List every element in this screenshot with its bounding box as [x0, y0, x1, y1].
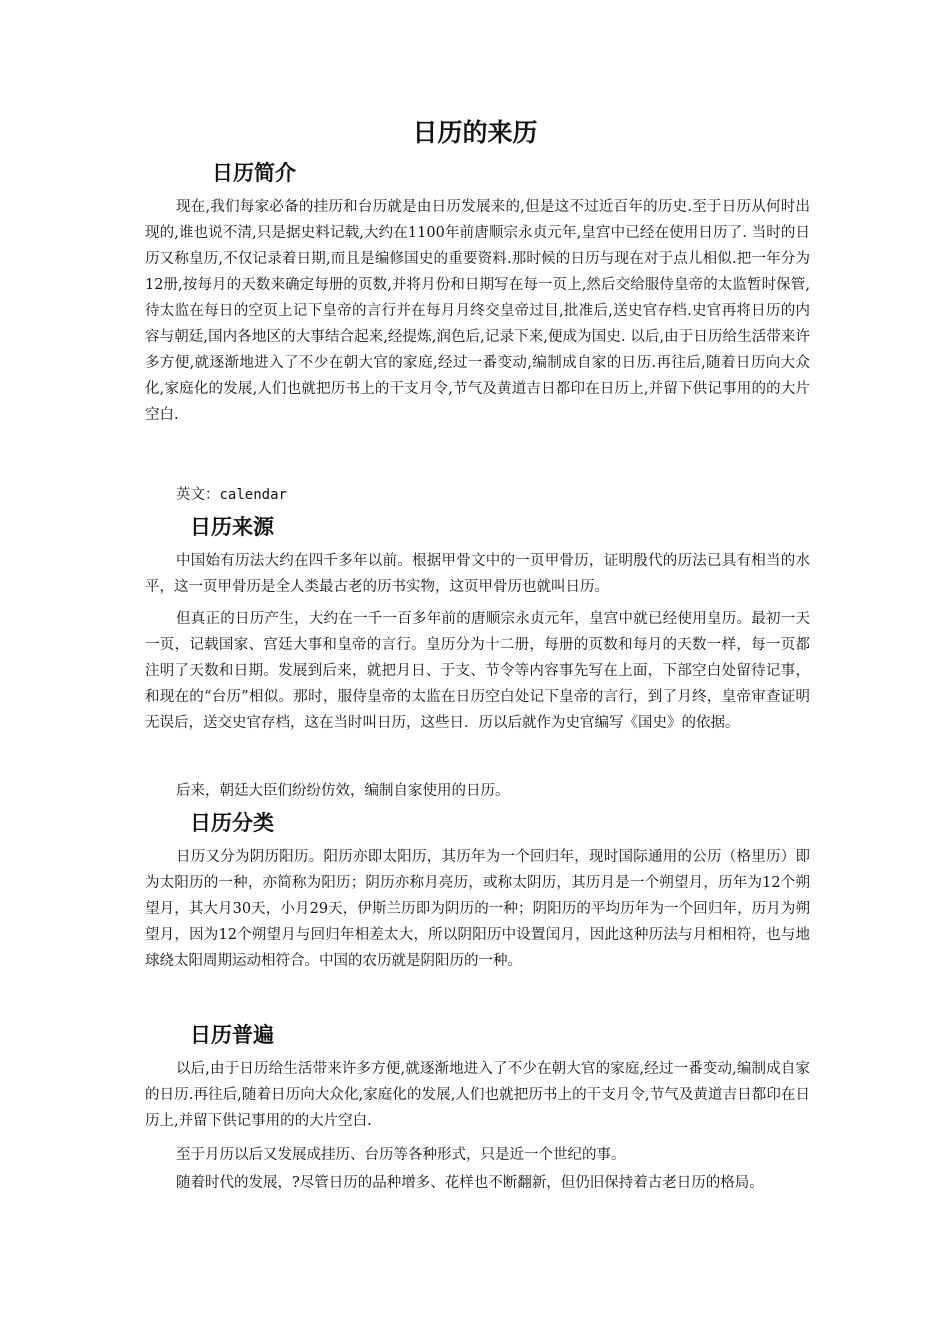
section-heading-origin: 日历来源: [190, 515, 274, 539]
paragraph-types-1: 日历又分为阴历阳历。阳历亦即太阳历，其历年为一个回归年，现时国际通用的公历（格里历）即为太阳历的一种，亦简称为阳历；阴历亦称月亮历，或称太阴历，其历月是一个朔望月，历年为12个朔望月，其大月30天，小月29天，伊斯兰历即为阴历的一种；阴阳历的平均历年为一个回归年，历月为朔望月，因为12个朔望月与回归年相差太大，所以阴阳历中设置闰月，因此这种历法与月相相符，也与地球绕太阳周期运动相符合。中国的农历就是阴阳历的一种。: [145, 849, 810, 969]
paragraph-spread-2: 至于月历以后又发展成挂历、台历等各种形式，只是近一个世纪的事。: [176, 1147, 626, 1163]
paragraph-origin-3: 后来，朝廷大臣们纷纷仿效，编制自家使用的日历。: [176, 783, 510, 799]
english-label: 英文：: [176, 487, 220, 503]
paragraph-intro-1: 现在,我们每家必备的挂历和台历就是由日历发展来的,但是这不过近百年的历史.至于日历从何时出现的,谁也说不清,只是据史料记载,大约在1100年前唐顺宗永贞元年,皇宫中已经在使用日历了. 当时的日历又称皇历,不仅记录着日期,而且是编修国史的重要资料.那时候的日历与现在对于点儿相似.把一年分为12册,按每月的天数来确定每册的页数,并将月份和日期写在每一页上,然后交给服侍皇帝的太监暂时保管,待太监在每日的空页上记下皇帝的言行并在每月月终交皇帝过目,批准后,送史官存档.史官再将日历的内容与朝廷,国内各地区的大事结合起来,经提炼,润色后,记录下来,便成为国史. 以后,由于日历给生活带来许多方便,就逐渐地进入了不少在朝大官的家庭,经过一番变动,编制成自家的日历.再往后,随着日历向大众化,家庭化的发展,人们也就把历书上的干支月令,节气及黄道吉日都印在日历上,并留下供记事用的的大片空白.: [145, 199, 810, 423]
paragraph-spread-3: 随着时代的发展，?尽管日历的品种增多、花样也不断翻新，但仍旧保持着古老日历的格局。: [176, 1175, 764, 1191]
document-title: 日历的来历: [412, 118, 538, 147]
section-heading-types: 日历分类: [190, 811, 274, 835]
english-word: calendar: [219, 487, 287, 503]
paragraph-spread-1: 以后,由于日历给生活带来许多方便,就逐渐地进入了不少在朝大官的家庭,经过一番变动,编制成自家的日历.再往后,随着日历向大众化,家庭化的发展,人们也就把历书上的干支月令,节气及黄道吉日都印在日历上,并留下供记事用的的大片空白.: [145, 1061, 810, 1129]
section-heading-spread: 日历普遍: [190, 1023, 274, 1047]
english-line: [145, 482, 810, 508]
paragraph-origin-1: 中国始有历法大约在四千多年以前。根据甲骨文中的一页甲骨历，证明殷代的历法已具有相当的水平，这一页甲骨历是全人类最古老的历书实物，这页甲骨历也就叫日历。: [145, 553, 810, 595]
paragraph-origin-2: 但真正的日历产生，大约在一千一百多年前的唐顺宗永贞元年，皇宫中就已经使用皇历。最初一天一页，记载国家、宫廷大事和皇帝的言行。皇历分为十二册，每册的页数和每月的天数一样，每一页都注明了天数和日期。发展到后来，就把月日、于支、节令等内容事先写在上面，下部空白处留待记事，和现在的“台历”相似。那时，服侍皇帝的太监在日历空白处记下皇帝的言行，到了月终，皇帝审查证明无误后，送交史官存档，这在当时叫日历，这些日．历以后就作为史官编写《国史》的依据。: [145, 611, 810, 731]
section-heading-intro: 日历简介: [212, 161, 296, 185]
